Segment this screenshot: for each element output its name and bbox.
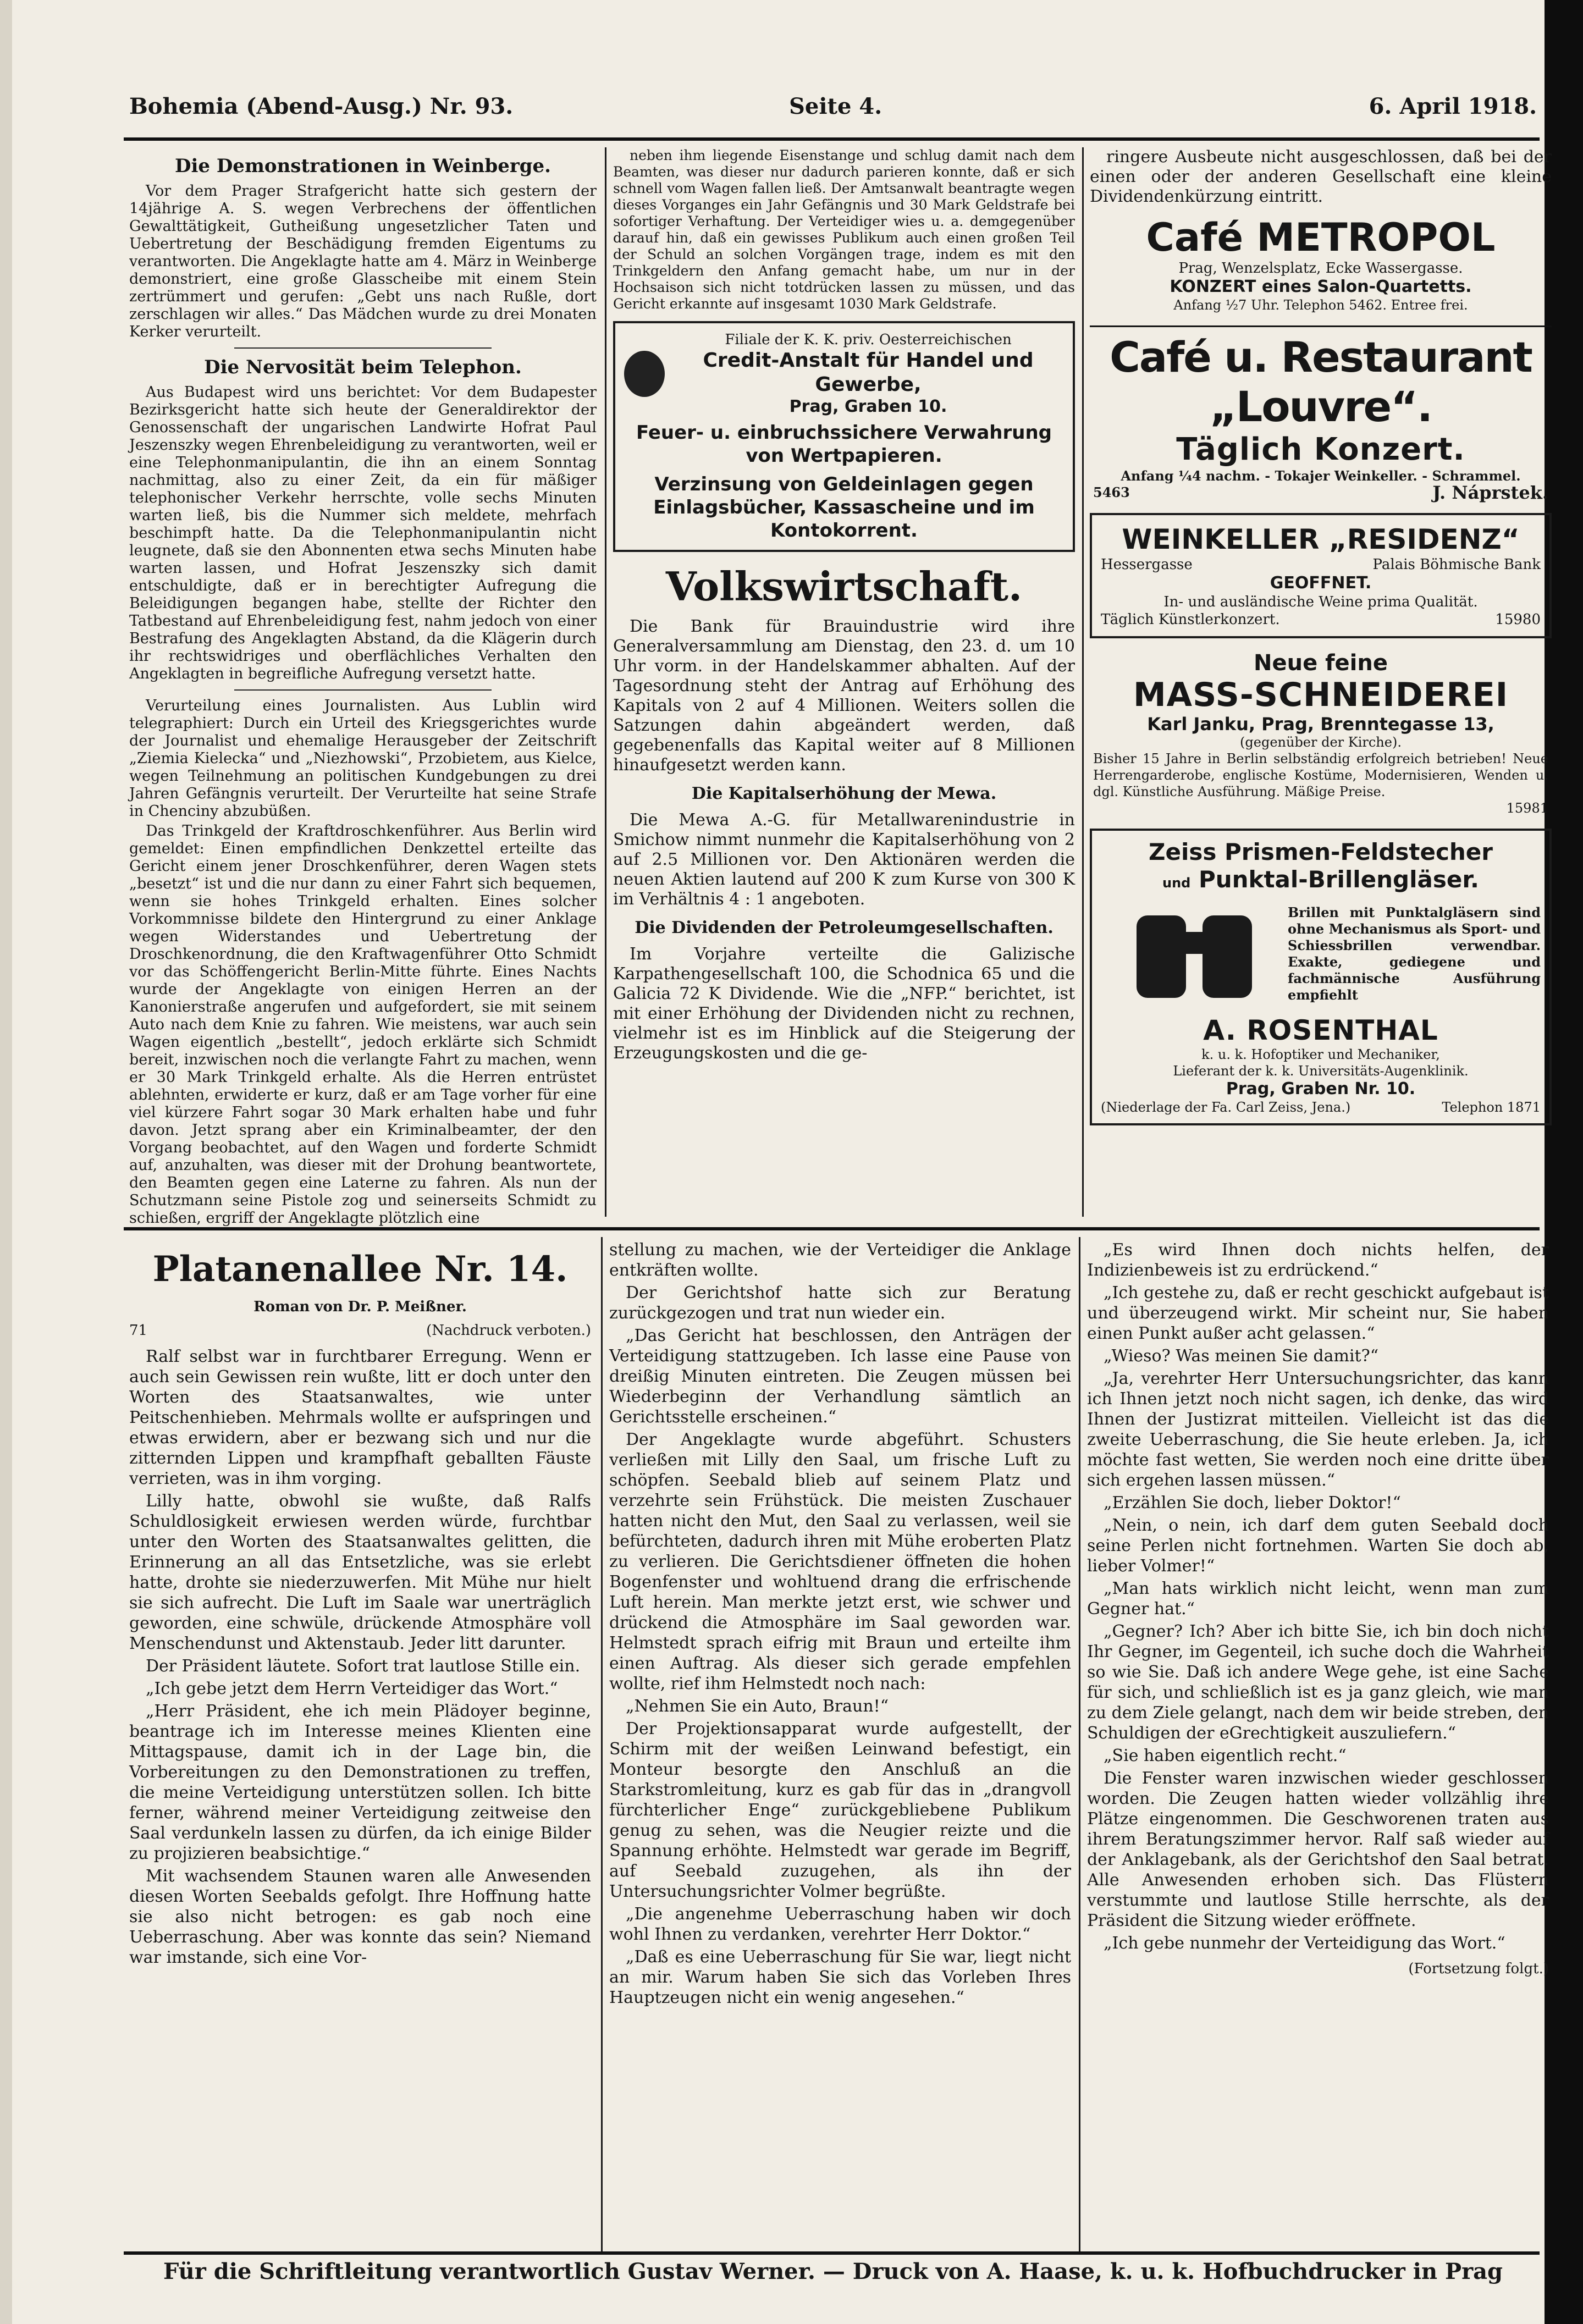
article-trinkgeld-continuation: neben ihm liegende Eisenstange und schlug damit nach dem Beamten, was dieser nur dadurch parieren konnte, daß er sich schnell vom Wagen fallen ließ. Der Amtsanwalt beantragte wegen dieses Vorganges ein Jahr Gefängnis und 30 Mark Geldstrafe bei sofortiger Verhaftung. Der Verteidiger wies u. a. demgegenüber darauf hin, daß ein gewisses Publikum auch einen großen Teil der Schuld an solchen Vorgängen trage, indem es mit den Trinkgeldern den Anfang gemacht habe, um nur in der Hochsaison sich nicht totdrücken lassen zu müssen, und das Gericht erkannte auf insgesamt 1030 Mark Geldstrafe.	[613, 147, 1075, 312]
novel-paragraph: „Sie haben eigentlich recht.“	[1104, 1746, 1347, 1765]
novel-paragraph: „Ich gebe nunmehr der Verteidigung das Wort.“	[1104, 1934, 1505, 1953]
novel-paragraph: „Nein, o nein, ich darf dem guten Seebald doch seine Perlen nicht fortnehmen. Warten Sie doch ab, lieber Volmer!“	[1087, 1516, 1549, 1576]
column-rule	[1082, 147, 1084, 1217]
zeiss-body: Brillen mit Punktalgläsern sind ohne Mechanismus als Sport- und Schiessbrillen verwendbar. Exakte, gediegene und fachmännische Ausführung empfiehlt	[1288, 904, 1541, 1003]
zeiss-sub2: Lieferant der k. k. Universitäts-Augenklinik.	[1173, 1063, 1469, 1079]
article-petroleum-continuation: ringere Ausbeute nicht ausgeschlossen, daß bei der einen oder der anderen Gesellschaft eine kleine Dividendenkürzung eintritt.	[1090, 147, 1552, 206]
ad-credit-line2: Credit-Anstalt für Handel und Gewerbe,	[703, 349, 1034, 396]
zeiss-company: A. ROSENTHAL	[1203, 1014, 1438, 1046]
novel-paragraph: Ralf selbst war in furchtbarer Erregung. Wenn er auch sein Gewissen rein wußte, litt er doch unter den Worten des Staatsanwaltes, wie unter Peitschenhieben. Mehrmals wollte er aufspringen und etwas erwidern, aber er bezwang sich und nur die zitternden Lippen und krampfhaft geballten Fäuste verrieten, was in ihm vorging.	[129, 1347, 591, 1488]
weinkeller-number: 15980	[1495, 611, 1541, 628]
column-rule	[605, 147, 606, 1217]
cafe-louvre-number: 5463	[1093, 484, 1130, 500]
cafe-metropol-address: Prag, Wenzelsplatz, Ecke Wassergasse.	[1178, 260, 1463, 277]
novel-paragraph: „Man hats wirklich nicht leicht, wenn man zum Gegner hat.“	[1087, 1579, 1549, 1619]
article-trinkgeld-body: Das Trinkgeld der Kraftdroschkenführer. Aus Berlin wird gemeldet: Einen empfindlichen Denkzettel erteilte das Gericht einem jener Droschkenführer, deren Wagen stets „besetzt“ ist und die nur dann zu einer Fahrt sich bequemen, wenn sie hohes Trinkgeld erhalten. Eines solcher Vorkommnisse bildete den Hintergrund zu einer Anklage wegen Widerstandes und Uebertretung der Droschkenordnung, die den Kraftwagenführer Otto Schmidt vor das Schöffengericht Berlin-Mitte führte. Eines Nachts wurde der Angeklagte von einigen Herren an der Kanonierstraße angerufen und aufgefordert, sie mit seinem Auto nach dem Knie zu fahren. Wie meistens, war auch sein Wagen eigentlich „bestellt“, jedoch erklärte sich Schmidt bereit, inzwischen noch die verlangte Fahrt zu machen, wenn er 30 Mark Trinkgeld erhalte. Als die Herren entrüstet ablehnten, erwiderte er kurz, daß er am Tage vorher für eine viel kürzere Fahrt sogar 30 Mark erhalten habe und fuhr davon. Jetzt sprang aber ein Kriminalbeamter, der den Vorgang beobachtet, auf den Wagen und forderte Schmidt auf, anzuhalten, was dieser mit der Drohung beantwortete, den Beamten gegen eine Laterne zu fahren. Als nun der Schutzmann seine Pistole zog und seinerseits Schmidt zu schießen, ergriff der Angeklagte plötzlich eine	[129, 822, 597, 1227]
ad-cafe-metropol	[1090, 213, 1552, 316]
mass-body: Bisher 15 Jahre in Berlin selbständig erfolgreich betrieben! Neue Herrengarderobe, englische Kostüme, Modernisieren, Wenden u. dgl. Künstliche Ausführung. Mäßige Preise.	[1093, 751, 1548, 799]
novel-paragraph: „Gegner? Ich? Aber ich bitte Sie, ich bin doch nicht Ihr Gegner, im Gegenteil, ich suche doch die Wahrheit so wie Sie. Daß ich andere Wege gehe, ist eine Sache für sich, und schließlich ist es ja ganz gleich, wie man zu dem Ziele gelangt, nach dem wir beide streben, den Schuldigen der eGrechtigkeit auszuliefern.“	[1087, 1622, 1549, 1743]
novel-paragraph: Mit wachsendem Staunen waren alle Anwesenden diesen Worten Seebalds gefolgt. Ihre Hoffnung hatte sie also nicht betrogen: es gab noch eine Ueberraschung. Aber was konnte das sein? Niemand war imstande, sich eine Vor-	[129, 1867, 591, 1967]
mass-number: 15981	[1506, 801, 1548, 816]
feuilleton-rule	[124, 1227, 1540, 1230]
article-mewa-body: Die Mewa A.-G. für Metallwarenindustrie in Smichow nimmt nunmehr die Kapitalserhöhung von 2 auf 2.5 Millionen vor. Den Aktionären werden die neuen Aktien lautend auf 200 K zum Kurse von 300 K im Verhältnis 4 : 1 angeboten.	[613, 810, 1075, 909]
novel-paragraph: „Ich gestehe zu, daß er recht geschickt aufgebaut ist und überzeugend wirkt. Mir scheint nur, Sie haben einen Punkt außer acht gelassen.“	[1087, 1283, 1549, 1343]
novel-continuation-note: (Fortsetzung folgt.)	[1408, 1961, 1549, 1977]
novel-paragraph: „Nehmen Sie ein Auto, Braun!“	[626, 1697, 889, 1716]
eagle-emblem-icon	[624, 351, 665, 397]
page-left-margin	[0, 0, 12, 2324]
column-2	[613, 147, 1075, 1214]
cafe-metropol-name: Café METROPOL	[1146, 215, 1496, 260]
column-rule	[601, 1237, 603, 2251]
novel-paragraph: stellung zu machen, wie der Verteidiger die Anklage entkräften wollte.	[609, 1240, 1071, 1280]
novel-paragraph: „Die angenehme Ueberraschung haben wir doch wohl Ihnen zu verdanken, verehrter Herr Doktor.“	[609, 1905, 1071, 1944]
novel-title: Platanenallee Nr. 14.	[152, 1249, 568, 1290]
weinkeller-address-left: Hessergasse	[1101, 556, 1193, 573]
novel-paragraph: Der Präsident läutete. Sofort trat lautlose Stille ein.	[146, 1657, 581, 1676]
mass-sub: (gegenüber der Kirche).	[1240, 735, 1402, 750]
divider	[234, 347, 492, 349]
mass-head: Neue feine	[1254, 650, 1388, 676]
binoculars-icon	[1128, 899, 1260, 1009]
zeiss-line2: Punktal-Brillengläser.	[1198, 866, 1479, 893]
novel-paragraph: „Daß es eine Ueberraschung für Sie war, liegt nicht an mir. Warum haben Sie sich das Vorleben Ihres Hauptzeugen nicht ein wenig angesehen.“	[609, 1947, 1071, 2007]
header-masthead: Bohemia (Abend-Ausg.) Nr. 93.	[129, 93, 514, 119]
feuilleton-column-2	[609, 1240, 1071, 2249]
article-petroleum-title: Die Dividenden der Petroleumgesellschaften.	[635, 918, 1054, 937]
article-nervositaet-title: Die Nervosität beim Telephon.	[204, 356, 522, 378]
novel-author: Roman von Dr. P. Meißner.	[253, 1299, 467, 1315]
zeiss-und: und	[1162, 875, 1191, 891]
footer-rule	[124, 2251, 1540, 2255]
novel-copyright-note: (Nachdruck verboten.)	[426, 1322, 591, 1339]
ad-zeiss-rosenthal	[1090, 829, 1552, 1125]
novel-paragraph: Der Projektionsapparat wurde aufgestellt, der Schirm mit der weißen Leinwand befestigt, ein Monteur besorgte den Anschluß an die Starkstromleitung, kurz es gab für das in „drangvoll fürchterlicher Enge“ zurückgebliebene Publikum genug zu sehen, was die Neugier reizte und die Spannung erhöhte. Helmstedt war gerade im Begriff, auf Seebald zuzugehen, als ihn der Untersuchungsrichter Volmer begrüßte.	[609, 1719, 1071, 1901]
ad-mass-schneiderei	[1090, 648, 1552, 819]
zeiss-sub1: k. u. k. Hofoptiker und Mechaniker,	[1201, 1047, 1440, 1062]
feuilleton-column-3	[1087, 1240, 1549, 2249]
zeiss-line1: Zeiss Prismen-Feldstecher	[1149, 838, 1493, 865]
ad-weinkeller-residenz	[1090, 513, 1552, 638]
novel-paragraph: „Erzählen Sie doch, lieber Doktor!“	[1104, 1493, 1401, 1512]
article-demonstrationen-body: Vor dem Prager Strafgericht hatte sich gestern der 14jährige A. S. wegen Verbrechens der öffentlichen Gewalttätigkeit, Gutheißung ungesetzlicher Taten und Uebertretung der Beschädigung fremden Eigentums zu verantworten. Die Angeklagte hatte am 4. März in Weinberge demonstriert, eine große Glasscheibe mit einem Stein zertrümmert und gerufen: „Gebt uns nach Rußle, dort zerschlagen wir alles.“ Das Mädchen wurde zu drei Monaten Kerker verurteilt.	[129, 183, 597, 340]
cafe-metropol-konzert: KONZERT eines Salon-Quartetts.	[1170, 277, 1472, 296]
mass-name: MASS-SCHNEIDEREI	[1133, 676, 1509, 714]
ad-cafe-louvre	[1090, 330, 1552, 503]
novel-paragraph: „Das Gericht hat beschlossen, den Anträgen der Verteidigung stattzugeben. Ich lasse eine Pause von dreißig Minuten eintreten. Die Zeugen müssen bei Wiederbeginn der Verhandlung sämtlich an Gerichtsstelle erscheinen.“	[609, 1326, 1071, 1427]
novel-paragraph: „Ich gebe jetzt dem Herrn Verteidiger das Wort.“	[146, 1679, 558, 1698]
page-header	[129, 93, 1537, 132]
feuilleton-column-1	[129, 1240, 591, 2249]
zeiss-telephone: Telephon 1871	[1442, 1100, 1541, 1115]
divider	[234, 689, 492, 691]
column-3	[1090, 147, 1552, 1214]
header-date: 6. April 1918.	[1369, 93, 1537, 119]
header-page-number: Seite 4.	[789, 93, 882, 119]
novel-paragraph: „Wieso? Was meinen Sie damit?“	[1104, 1346, 1379, 1366]
novel-paragraph: Der Angeklagte wurde abgeführt. Schusters verließen mit Lilly den Saal, um frische Luft zu schöpfen. Seebald blieb auf seinem Platz und verzehrte sein Frühstück. Die meisten Zuschauer hatten nicht den Mut, den Saal zu verlassen, weil sie befürchteten, dadurch ihren mit Mühe eroberten Platz zu verlieren. Die Gerichtsdiener öffneten die hohen Bogenfenster und wohltuend drang die erfrischende Luft herein. Man merkte jetzt erst, wie schwer und drückend die Atmosphäre im Saal geworden war. Helmstedt sprach eifrig mit Braun und erteilte ihm einen Auftrag. Als dieser sich gerade empfehlen wollte, rief ihm Helmstedt noch nach:	[609, 1430, 1071, 1693]
novel-paragraph: „Ja, verehrter Herr Untersuchungsrichter, das kann ich Ihnen jetzt noch nicht sagen, ich denke, das wird Ihnen der Justizrat mitteilen. Vielleicht ist das die zweite Ueberraschung, die Sie heute erleben. Ja, ich möchte fast wetten, Sie werden noch eine dritte über sich ergehen lassen müssen.“	[1087, 1369, 1549, 1490]
article-nervositaet-body: Aus Budapest wird uns berichtet: Vor dem Budapester Bezirksgericht hatte sich heute der Generaldirektor der Genossenschaft der ungarischen Landwirte Hofrat Paul Jeszenszky wegen Ehrenbeleidigung zu verantworten, weil er eine Telephonmanipulantin, die ihn an einem Sonntag nachmittag, also zu einer Zeit, da ein für mäßiger telephonischer Verkehr herrschte, volle sechs Minuten warten ließ, bis die Nummer sich meldete, mehrfach beschimpft hatte. Da die Telephonmanipulantin nicht leugnete, daß sie den Abonnenten etwa sechs Minuten habe warten lassen, und Hofrat Jeszenszky sich damit entschuldigte, daß er in berechtigter Aufregung die Beleidigungen begangen habe, stellte der Richter den Tatbestand auf Ehrenbeleidigung fest, nahm jedoch von einer Bestrafung des Angeklagten Abstand, da die Klägerin durch ihr rechtswidriges und oberflächliches Verhalten den Angeklagten in begreifliche Aufregung versetzt hatte.	[129, 384, 597, 682]
zeiss-niederlage: (Niederlage der Fa. Carl Zeiss, Jena.)	[1101, 1100, 1351, 1115]
cafe-louvre-info: Anfang ¼4 nachm. - Tokajer Weinkeller. - Schrammel.	[1121, 468, 1521, 484]
ad-credit-line1: Filiale der K. K. priv. Oesterreichischen	[725, 332, 1012, 348]
cafe-louvre-name: Café u. Restaurant „Louvre“.	[1110, 333, 1532, 431]
weinkeller-line2: Täglich Künstlerkonzert.	[1101, 611, 1280, 628]
cafe-louvre-owner: J. Náprstek.	[1432, 482, 1548, 503]
novel-paragraph: „Es wird Ihnen doch nichts helfen, der Indizienbeweis ist zu erdrückend.“	[1087, 1240, 1549, 1280]
ad-credit-line3: Prag, Graben 10.	[789, 397, 947, 416]
ad-credit-anstalt	[613, 321, 1075, 552]
ad-credit-line4: Feuer- u. einbruchssichere Verwahrung von Wertpapieren.	[636, 422, 1052, 467]
article-petroleum-body: Im Vorjahre verteilte die Galizische Karpathengesellschaft 100, die Schodnica 65 und die Galicia 72 K Dividende. Wie die „NFP.“ berichtet, ist mit einer Erhöhung der Dividenden nicht zu rechnen, vielmehr ist es im Hinblick auf die Steigerung der Erzeugungskosten und die ge-	[613, 945, 1075, 1063]
ad-credit-line5: Verzinsung von Geldeinlagen gegen Einlagsbücher, Kassascheine und im Kontokorrent.	[653, 473, 1035, 542]
weinkeller-name: WEINKELLER „RESIDENZ“	[1122, 523, 1520, 555]
novel-paragraph: Die Fenster waren inzwischen wieder geschlossen worden. Die Zeugen hatten wieder vollzählig ihre Plätze eingenommen. Die Geschworenen traten aus ihrem Beratungszimmer hervor. Ralf saß wieder auf der Anklagebank, als der Gerichtshof den Saal betrat. Alle Anwesenden erhoben sich. Das Flüstern verstummte und lautlose Stille herrschte, als der Präsident die Sitzung wieder eröffnete.	[1087, 1769, 1549, 1930]
weinkeller-line1: In- und ausländische Weine prima Qualität.	[1163, 594, 1478, 610]
header-rule	[124, 137, 1540, 141]
divider	[1090, 325, 1552, 327]
section-volkswirtschaft-title: Volkswirtschaft.	[665, 563, 1023, 610]
article-mewa-title: Die Kapitalserhöhung der Mewa.	[691, 784, 997, 803]
article-journalist-body: Verurteilung eines Journalisten. Aus Lublin wird telegraphiert: Durch ein Urteil des Kriegsgerichtes wurde der Journalist und ehemalige Herausgeber der Zeitschrift „Ziemia Kielecka“ und „Niezhowski“, Przobietem, aus Kielce, wegen Teilnehmung an politischen Kundgebungen zu drei Jahren Gefängnis verurteilt. Der Verurteilte hat seine Strafe in Chenciny abzubüßen.	[129, 697, 597, 820]
zeiss-address: Prag, Graben Nr. 10.	[1226, 1079, 1416, 1098]
weinkeller-address-right: Palais Böhmische Bank	[1372, 556, 1541, 573]
novel-paragraph: Der Gerichtshof hatte sich zur Beratung zurückgezogen und trat nun wieder ein.	[609, 1283, 1071, 1323]
weinkeller-open: GEOFFNET.	[1270, 573, 1372, 593]
page-footer-imprint: Für die Schriftleitung verantwortlich Gustav Werner. — Druck von A. Haase, k. u. k. Hofbuchdrucker in Prag	[163, 2259, 1503, 2284]
cafe-metropol-info: Anfang ½7 Uhr. Telephon 5462. Entree frei.	[1173, 297, 1468, 313]
mass-owner: Karl Janku, Prag, Brenntegasse 13,	[1147, 714, 1494, 735]
novel-paragraph: „Herr Präsident, ehe ich mein Plädoyer beginne, beantrage ich im Interesse meines Klienten eine Mittagspause, damit ich in der Lage bin, die Vorbereitungen zu den Demonstrationen zu treffen, die meine Verteidigung unterstützen sollen. Ich bitte ferner, während meiner Verteidigung zeitweise den Saal verdunkeln lassen zu dürfen, da ich einige Bilder zu projizieren beabsichtige.“	[129, 1702, 591, 1863]
novel-paragraph: Lilly hatte, obwohl sie wußte, daß Ralfs Schuldlosigkeit erwiesen werden würde, furchtbar unter den Worten des Staatsanwaltes gelitten, die Erinnerung an all das Entsetzliche, was sie erlebt hatte, drohte sie niederzuwerfen. Mit Mühe nur hielt sie sich aufrecht. Die Luft im Saale war unerträglich geworden, eine schwüle, drückende Atmosphäre voll Menschendunst und Aktenstaub. Jeder litt darunter.	[129, 1492, 591, 1653]
novel-chapter-number: 71	[129, 1322, 148, 1339]
article-brauindustrie-body: Die Bank für Brauindustrie wird ihre Generalversammlung am Dienstag, den 23. d. um 10 Uhr vorm. in der Handelskammer abhalten. Auf der Tagesordnung steht der Antrag auf Erhöhung des Kapitals von 2 auf 4 Millionen. Weiters sollen die Satzungen dahin abgeändert werden, daß gegebenenfalls das Kapital weiter auf 8 Millionen hinaufgesetzt werden kann.	[613, 617, 1075, 775]
column-1	[129, 147, 597, 1227]
cafe-louvre-konzert: Täglich Konzert.	[1176, 432, 1465, 467]
article-demonstrationen-title: Die Demonstrationen in Weinberge.	[174, 155, 551, 177]
column-rule	[1079, 1237, 1080, 2251]
